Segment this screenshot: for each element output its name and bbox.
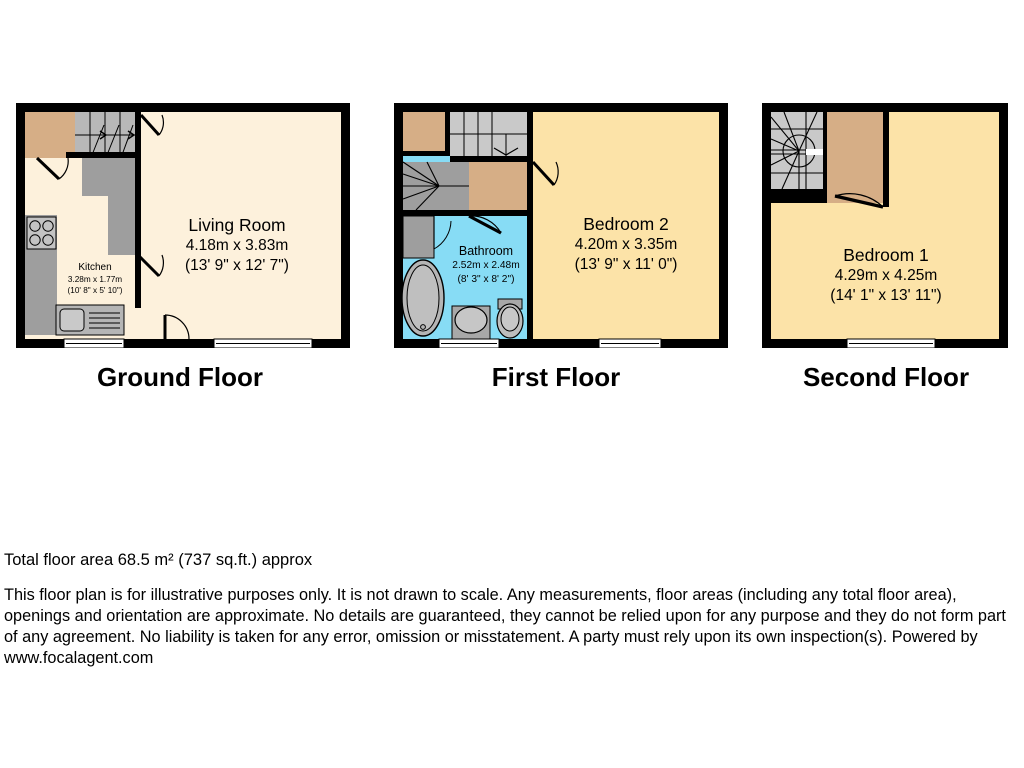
under-stair-wall bbox=[66, 152, 141, 158]
shower-cubicle bbox=[403, 216, 434, 258]
floor-caption-second: Second Floor bbox=[802, 362, 970, 392]
bathroom-right-wall bbox=[527, 210, 533, 339]
room-dimensions-metric: 3.28m x 1.77m bbox=[67, 275, 123, 284]
room-dimensions-imperial: (10' 8" x 5' 10") bbox=[67, 286, 123, 296]
toilet-seat bbox=[501, 307, 519, 331]
sink-bowl bbox=[60, 309, 84, 331]
room-name: Kitchen bbox=[78, 262, 112, 273]
room-dimensions-imperial: (8' 3" x 8' 2") bbox=[457, 274, 515, 286]
floor-plan-ground bbox=[16, 103, 350, 348]
stair-horizontal-wall-first bbox=[450, 156, 533, 162]
stair-wall-ground bbox=[135, 112, 141, 158]
bedroom2-wall-upper bbox=[527, 112, 533, 216]
floor-caption-ground: Ground Floor bbox=[96, 362, 264, 392]
room-dimensions-metric: 4.29m x 4.25m bbox=[834, 267, 938, 285]
room-dimensions-imperial: (14' 1" x 13' 11") bbox=[830, 287, 942, 305]
landing-divider-wall bbox=[823, 112, 827, 203]
landing-second bbox=[827, 112, 883, 203]
stair-divider-wall-first bbox=[445, 112, 450, 156]
hob-burner bbox=[43, 221, 53, 231]
total-floor-area: Total floor area 68.5 m² (737 sq.ft.) approx bbox=[4, 551, 313, 569]
stair-bottom-wall-first bbox=[403, 151, 445, 156]
room-dimensions-imperial: (13' 9" x 11' 0") bbox=[574, 256, 678, 274]
room-name: Living Room bbox=[188, 215, 286, 235]
landing-first bbox=[469, 162, 533, 210]
disclaimer-text: This floor plan is for illustrative purposes only. It is not drawn to scale. Any measurements, floor areas (including any total floor area), openings and orientation are approximate. No details are guaranteed, they cannot be relied upon for any purpose and they do not form part of any agreement. No liability is taken for any error, omission or misstatement. A party must rely upon its own inspection(s). Powered by www.focalagent.com bbox=[4, 585, 1006, 668]
room-dimensions-metric: 4.20m x 3.35m bbox=[574, 236, 678, 254]
room-dimensions-imperial: (13' 9" x 12' 7") bbox=[185, 257, 289, 275]
room-dimensions-metric: 4.18m x 3.83m bbox=[185, 237, 289, 255]
basin-bowl bbox=[455, 307, 487, 333]
airing-cupboard bbox=[403, 112, 445, 156]
floor-plan-second bbox=[762, 103, 1008, 348]
room-name: Bedroom 2 bbox=[583, 214, 669, 234]
room-name: Bathroom bbox=[458, 244, 514, 258]
stair-landing-gap bbox=[806, 149, 823, 155]
kitchen-partition-wall bbox=[135, 158, 141, 308]
floor-caption-first: First Floor bbox=[491, 362, 621, 392]
room-dimensions-metric: 2.52m x 2.48m bbox=[452, 260, 520, 272]
hob-burner bbox=[43, 235, 53, 245]
landing-right-wall bbox=[883, 112, 889, 207]
bathtub-inner bbox=[407, 265, 439, 331]
landing-area-ground bbox=[25, 112, 75, 158]
floor-plan-first bbox=[394, 103, 728, 348]
hob-burner bbox=[30, 221, 40, 231]
room-name: Bedroom 1 bbox=[843, 245, 929, 265]
hob-burner bbox=[30, 235, 40, 245]
bath-drain bbox=[421, 325, 426, 330]
bathroom-top-wall bbox=[403, 210, 533, 216]
footer bbox=[4, 551, 1022, 669]
stair-bottom-wall-second bbox=[771, 189, 823, 203]
